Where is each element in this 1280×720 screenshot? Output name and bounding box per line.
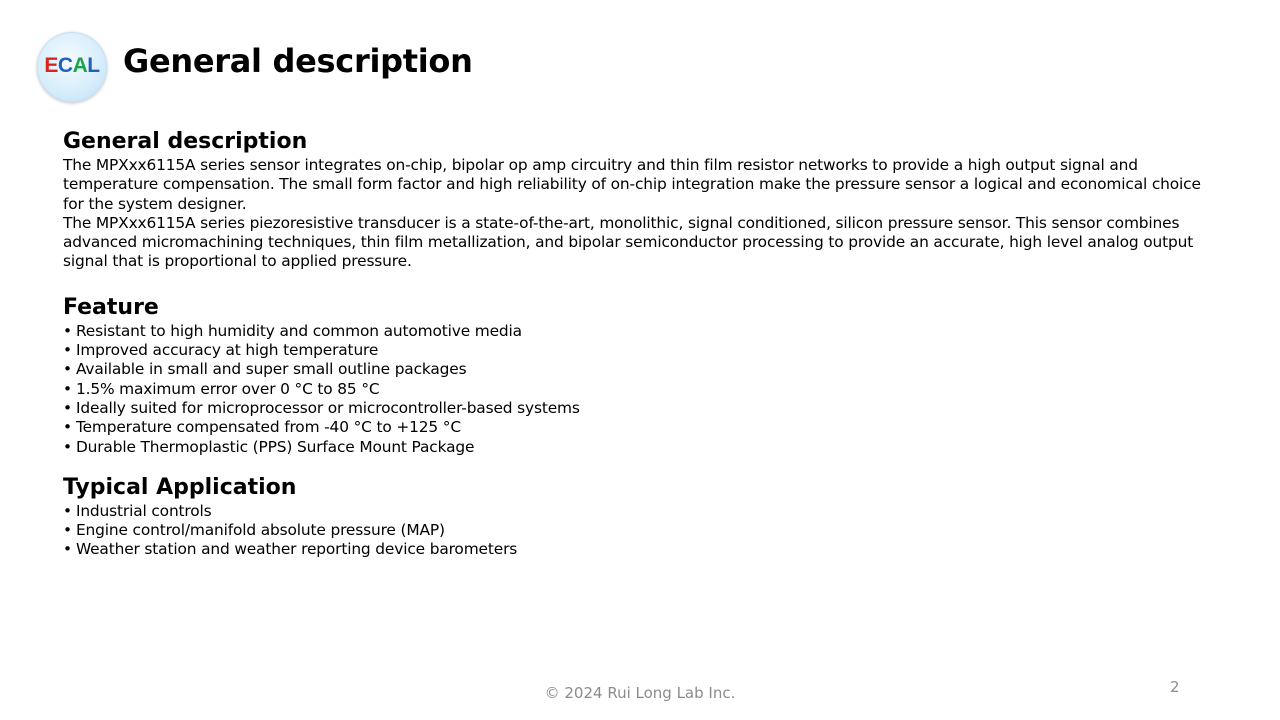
bullet-icon: • <box>63 437 72 456</box>
list-item <box>63 438 1223 457</box>
typical-application-section <box>63 474 1223 560</box>
copyright-footer: © 2024 Rui Long Lab Inc. <box>544 684 736 702</box>
list-item <box>63 502 1223 521</box>
list-item <box>63 521 1223 540</box>
logo-letter-l: L <box>87 54 100 77</box>
general-description-paragraph-1: The MPXxx6115A series sensor integrates on-chip, bipolar op amp circuitry and thin film resistor networks to provide a high output signal and temperature compensation. The small form factor and high reliability of on-chip integration make the pressure sensor a logical and economical choice for the system designer. <box>63 156 1201 213</box>
bullet-icon: • <box>63 321 72 340</box>
bullet-icon: • <box>63 398 72 417</box>
general-description-heading: General description <box>63 129 308 154</box>
feature-text: Improved accuracy at high temperature <box>75 341 379 360</box>
feature-section <box>63 294 1223 457</box>
general-description-section <box>63 128 1223 272</box>
bullet-icon: • <box>63 418 72 437</box>
logo-letter-a: A <box>72 54 88 77</box>
bullet-icon: • <box>63 501 72 520</box>
list-item <box>63 322 1223 341</box>
typical-application-heading: Typical Application <box>63 474 297 500</box>
feature-text: Resistant to high humidity and common automotive media <box>75 321 522 340</box>
feature-text: Temperature compensated from -40 °C to +125 °C <box>75 418 461 437</box>
page-number: 2 <box>1170 678 1180 696</box>
bullet-icon: • <box>63 540 72 559</box>
application-text: Industrial controls <box>75 501 212 520</box>
list-item <box>63 418 1223 437</box>
feature-heading: Feature <box>63 294 159 320</box>
list-item <box>63 380 1223 399</box>
page-title: General description <box>123 42 473 80</box>
feature-list <box>63 322 1223 457</box>
list-item <box>63 399 1223 418</box>
bullet-icon: • <box>63 360 72 379</box>
list-item <box>63 360 1223 379</box>
feature-text: Available in small and super small outline packages <box>75 360 467 379</box>
logo-wordmark <box>37 54 107 78</box>
bullet-icon: • <box>63 379 72 398</box>
company-logo <box>37 32 107 102</box>
application-list <box>63 502 1223 560</box>
slide-content <box>63 128 1223 560</box>
application-text: Engine control/manifold absolute pressure (MAP) <box>75 521 445 540</box>
bullet-icon: • <box>63 521 72 540</box>
feature-text: 1.5% maximum error over 0 °C to 85 °C <box>75 379 380 398</box>
list-item <box>63 540 1223 559</box>
bullet-icon: • <box>63 341 72 360</box>
feature-text: Durable Thermoplastic (PPS) Surface Mount Package <box>75 437 475 456</box>
application-text: Weather station and weather reporting device barometers <box>75 540 518 559</box>
list-item <box>63 341 1223 360</box>
logo-letter-c: C <box>57 54 73 77</box>
general-description-paragraph-2: The MPXxx6115A series piezoresistive transducer is a state-of-the-art, monolithic, signal conditioned, silicon pressure sensor. This sensor combines advanced micromachining techniques, thin film metallization, and bipolar semiconductor processing to provide an accurate, high level analog output signal that is proportional to applied pressure. <box>63 213 1194 271</box>
feature-text: Ideally suited for microprocessor or microcontroller-based systems <box>75 398 580 417</box>
logo-letter-e: E <box>44 54 58 77</box>
